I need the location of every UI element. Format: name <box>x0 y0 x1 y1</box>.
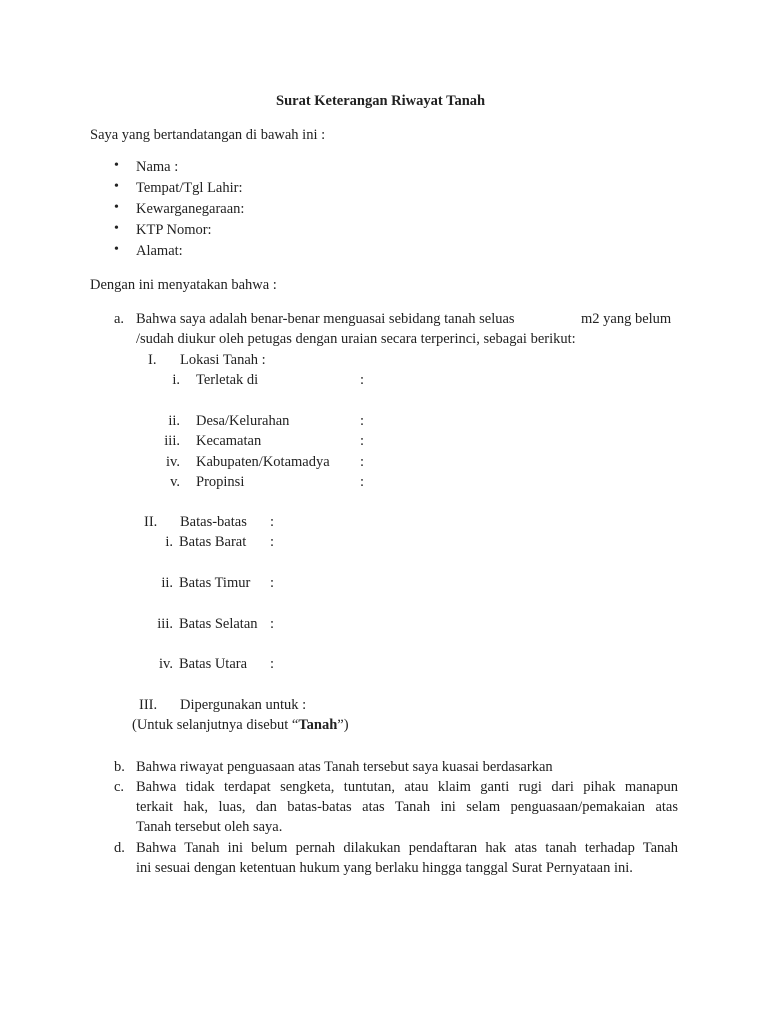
bullet-icon: • <box>114 200 119 215</box>
list-item-marker: v. <box>170 474 180 490</box>
bullet-icon: • <box>114 221 119 236</box>
point-b-text: Bahwa riwayat penguasaan atas Tanah tersebut saya kuasai berdasarkan <box>136 759 553 775</box>
tanah-definition-note <box>132 716 349 734</box>
intro-text: Saya yang bertandatangan di bawah ini : <box>90 127 326 143</box>
identity-item-label: Nama : <box>136 159 179 175</box>
bullet-icon: • <box>114 242 119 257</box>
list-item-marker: ii. <box>168 413 180 429</box>
boundary-field-colon: : <box>270 534 275 550</box>
point-d-line1: Bahwa Tanah ini belum pernah dilakukan pendaftaran hak atas tanah terhadap Tanah <box>136 840 678 856</box>
location-field-label: Kecamatan <box>196 433 262 449</box>
location-field-colon: : <box>360 474 365 490</box>
list-item-marker: i. <box>172 372 180 388</box>
boundary-field-label: Batas Timur <box>179 575 251 591</box>
section-iii-label: Dipergunakan untuk : <box>180 697 307 713</box>
identity-item-label: Kewarganegaraan: <box>136 201 245 217</box>
statement-intro: Dengan ini menyatakan bahwa : <box>90 277 277 293</box>
boundary-field-colon: : <box>270 575 275 591</box>
point-c-line1: Bahwa tidak terdapat sengketa, tuntutan, atau klaim ganti rugi dari pihak manapun <box>136 779 678 795</box>
point-d-line2: ini sesuai dengan ketentuan hukum yang berlaku hingga tanggal Surat Pernyataan ini. <box>136 860 633 876</box>
boundary-field-label: Batas Selatan <box>179 616 258 632</box>
note-defined-term: Tanah <box>298 717 338 733</box>
list-item-marker: ii. <box>161 575 173 591</box>
point-c-line3: Tanah tersebut oleh saya. <box>136 819 283 835</box>
point-c-line2: terkait hak, luas, dan batas-batas atas Tanah ini selam penguasaan/pemakaian atas <box>136 799 678 815</box>
list-item-marker: iv. <box>159 656 173 672</box>
identity-item-label: KTP Nomor: <box>136 222 212 238</box>
list-item-marker: iv. <box>166 454 180 470</box>
section-ii-label: Batas-batas <box>180 514 247 530</box>
location-field-label: Desa/Kelurahan <box>196 413 290 429</box>
note-suffix: ”) <box>337 717 349 733</box>
location-field-colon: : <box>360 454 365 470</box>
boundary-field-colon: : <box>270 616 275 632</box>
list-item-marker: i. <box>165 534 173 550</box>
section-ii-colon: : <box>270 514 275 530</box>
boundary-field-label: Batas Barat <box>179 534 247 550</box>
bullet-icon: • <box>114 179 119 194</box>
point-d-marker: d. <box>114 840 125 856</box>
section-i-marker: I. <box>148 352 157 368</box>
identity-item-label: Tempat/Tgl Lahir: <box>136 180 243 196</box>
point-c-marker: c. <box>114 779 125 795</box>
location-field-label: Propinsi <box>196 474 245 490</box>
section-i-label: Lokasi Tanah : <box>180 352 266 368</box>
document-title: Surat Keterangan Riwayat Tanah <box>276 93 486 109</box>
point-a-marker: a. <box>114 311 125 327</box>
section-iii-marker: III. <box>139 697 158 713</box>
boundary-field-label: Batas Utara <box>179 656 248 672</box>
identity-item-label: Alamat: <box>136 243 183 259</box>
location-field-colon: : <box>360 413 365 429</box>
point-a-area-unit: m2 yang belum <box>581 311 672 327</box>
list-item-marker: iii. <box>157 616 173 632</box>
location-field-colon: : <box>360 433 365 449</box>
location-field-colon: : <box>360 372 365 388</box>
location-field-label: Kabupaten/Kotamadya <box>196 454 330 470</box>
bullet-icon: • <box>114 158 119 173</box>
location-field-label: Terletak di <box>196 372 259 388</box>
point-a-line2: /sudah diukur oleh petugas dengan uraian secara terperinci, sebagai berikut: <box>136 331 576 347</box>
point-a-line1: Bahwa saya adalah benar-benar menguasai sebidang tanah seluas <box>136 311 515 327</box>
point-b-marker: b. <box>114 759 125 775</box>
list-item-marker: iii. <box>164 433 180 449</box>
note-prefix: (Untuk selanjutnya disebut “ <box>132 717 299 733</box>
section-ii-marker: II. <box>144 514 158 530</box>
boundary-field-colon: : <box>270 656 275 672</box>
